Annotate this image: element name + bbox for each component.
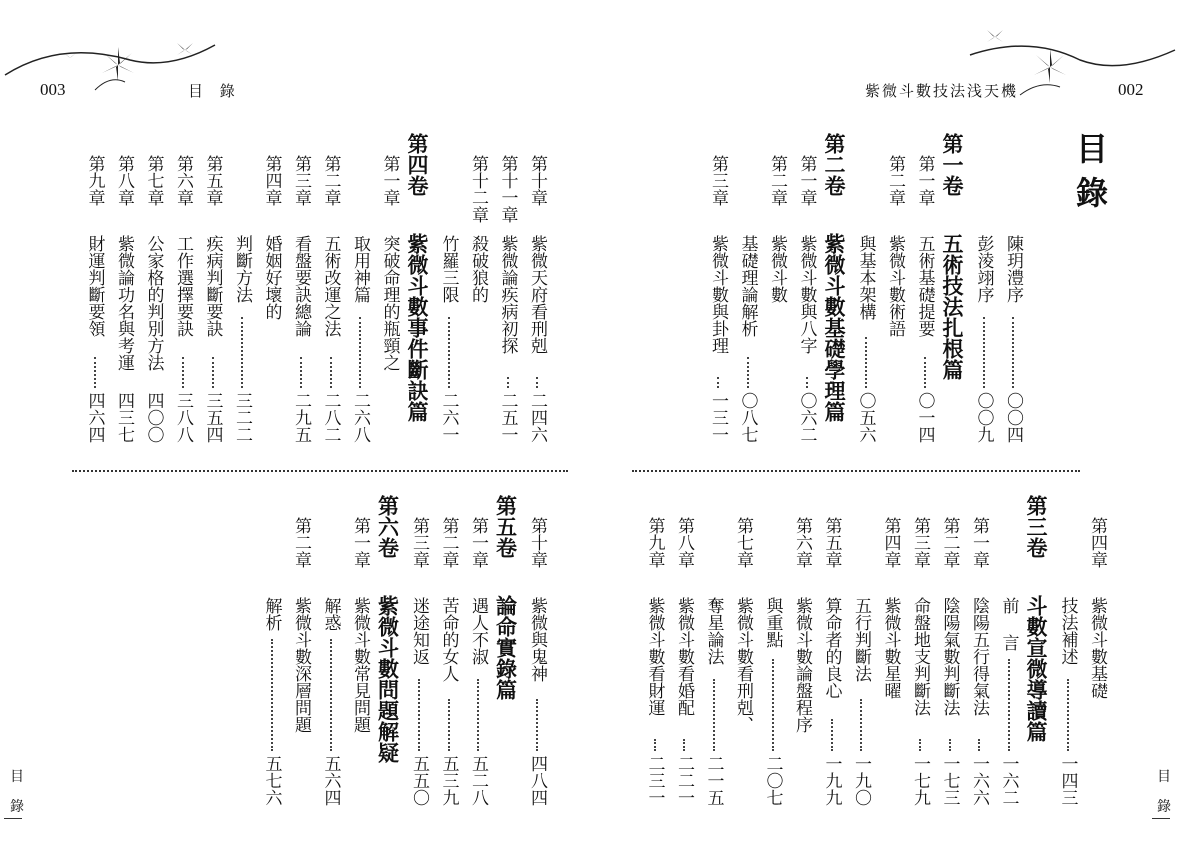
chapter-number: 第十章 xyxy=(527,155,547,206)
page-reference: 〇〇四 xyxy=(1003,392,1023,443)
leader-dots xyxy=(536,377,538,388)
page-reference: 二〇七 xyxy=(762,755,783,806)
entry-title[interactable]: 解析 xyxy=(261,597,282,631)
entry-title[interactable]: 紫微斗數看婚配 xyxy=(674,597,694,716)
entry-title[interactable]: 五術改運之法 xyxy=(320,235,341,337)
leader-dots xyxy=(300,357,302,388)
page-reference: 〇一四 xyxy=(914,392,935,443)
chapter-number: 第一章 xyxy=(914,155,935,206)
volume-title: 紫微斗數問題解疑 xyxy=(375,595,401,763)
leader-dots xyxy=(448,699,450,751)
page-reference: 〇〇九 xyxy=(973,392,994,443)
leader-dots xyxy=(772,659,774,751)
chapter-number: 第五章 xyxy=(202,155,223,206)
entry-title[interactable]: 紫微斗數術語 xyxy=(885,235,905,337)
page-reference: 二八二 xyxy=(320,392,341,443)
entry-title[interactable]: 工作選擇要訣 xyxy=(173,235,193,337)
leader-dots xyxy=(983,317,985,388)
left-page-number: 003 xyxy=(40,80,66,99)
page-reference: 三五四 xyxy=(202,392,223,443)
volume-title: 紫微斗數事件斷訣篇 xyxy=(405,233,430,422)
chapter-number: 第九章 xyxy=(84,155,105,206)
volume-heading: 第一卷 xyxy=(940,133,965,196)
leader-dots xyxy=(182,357,184,388)
page-reference: 二二一 xyxy=(674,755,694,806)
leader-dots xyxy=(683,739,685,751)
entry-title[interactable]: 苦命的女人 xyxy=(438,597,459,682)
page-reference: 四〇〇 xyxy=(143,392,164,443)
page-reference: 四六四 xyxy=(84,392,105,443)
entry-title[interactable]: 紫微斗數與卦理 xyxy=(708,235,728,354)
leader-dots xyxy=(271,639,273,751)
left-separator xyxy=(72,470,568,472)
leader-dots xyxy=(949,739,951,751)
leader-dots xyxy=(1008,659,1010,751)
entry-title[interactable]: 解惑 xyxy=(320,597,341,631)
leader-dots xyxy=(924,357,926,388)
page-reference: 二六八 xyxy=(350,392,370,443)
chapter-number: 第二章 xyxy=(291,517,311,568)
entry-title[interactable]: 命盤地支判斷法 xyxy=(910,597,930,716)
volume-heading: 第五卷 xyxy=(493,495,519,558)
chapter-number: 第十二章 xyxy=(468,155,488,223)
chapter-number: 第七章 xyxy=(143,155,164,206)
chapter-number: 第一章 xyxy=(969,517,989,568)
entry-title[interactable]: 陰陽五行得氣法 xyxy=(969,597,989,716)
leader-dots xyxy=(919,739,921,751)
chapter-number: 第七章 xyxy=(733,517,753,568)
page-reference: 一九〇 xyxy=(851,755,871,806)
entry-title[interactable]: 與基本架構 xyxy=(855,235,876,320)
leader-dots xyxy=(241,317,243,388)
chapter-number: 第九章 xyxy=(644,517,665,568)
leader-dots xyxy=(713,679,715,751)
page-reference: 二九五 xyxy=(291,392,311,443)
entry-title[interactable]: 五行判斷法 xyxy=(851,597,871,682)
page-reference: 五六四 xyxy=(320,755,341,806)
leader-dots xyxy=(1067,679,1069,751)
right-side-rule xyxy=(1152,818,1170,819)
right-side-label-bottom: 錄 xyxy=(1157,799,1171,815)
chapter-number: 第三章 xyxy=(409,517,429,568)
entry-title[interactable]: 彭淩翊序 xyxy=(973,235,994,303)
page-reference: 一七九 xyxy=(910,755,930,806)
leader-dots xyxy=(860,699,862,751)
entry-title[interactable]: 紫微斗數論盤程序 xyxy=(792,597,812,733)
entry-title[interactable]: 財運判斷要領 xyxy=(84,235,105,337)
chapter-number: 第一章 xyxy=(468,517,488,568)
page-reference: 一六六 xyxy=(969,755,989,806)
entry-title[interactable]: 前 言 xyxy=(998,597,1019,651)
chapter-number: 第二章 xyxy=(939,517,960,568)
chapter-number: 第二章 xyxy=(885,155,905,206)
entry-title[interactable]: 紫微斗數 xyxy=(767,235,787,303)
leader-dots xyxy=(477,679,479,751)
entry-title[interactable]: 紫微斗數常見問題 xyxy=(350,597,370,733)
entry-title[interactable]: 婚姻好壞的 xyxy=(261,235,282,320)
entry-title[interactable]: 陰陽氣數判斷法 xyxy=(939,597,960,716)
entry-title[interactable]: 殺破狼的 xyxy=(468,235,488,303)
leader-dots xyxy=(717,377,719,388)
entry-title[interactable]: 技法補述 xyxy=(1057,597,1078,665)
leader-dots xyxy=(94,357,96,388)
leader-dots xyxy=(536,699,538,751)
page-reference: 五二八 xyxy=(468,755,488,806)
entry-title[interactable]: 公家格的判別方法 xyxy=(143,235,164,371)
entry-title[interactable]: 疾病判斷要訣 xyxy=(202,235,223,337)
leader-dots xyxy=(448,317,450,388)
leader-dots xyxy=(212,357,214,388)
right-side-label-top: 目 xyxy=(1157,769,1171,785)
page-reference: 五五〇 xyxy=(409,755,429,806)
chapter-number: 第三章 xyxy=(910,517,930,568)
volume-title: 斗數宣微導讀篇 xyxy=(1024,595,1049,742)
entry-title[interactable]: 奪星論法 xyxy=(703,597,724,665)
leader-dots xyxy=(654,739,656,751)
volume-heading: 第二卷 xyxy=(822,133,847,196)
leader-dots xyxy=(359,317,361,388)
volume-heading: 第四卷 xyxy=(405,133,430,196)
leader-dots xyxy=(507,377,509,388)
page-reference: 〇六二 xyxy=(796,392,817,443)
entry-title[interactable]: 紫微斗數基礎 xyxy=(1087,597,1107,699)
page-reference: 三二二 xyxy=(232,392,252,443)
volume-title: 論命實錄篇 xyxy=(493,595,519,700)
entry-title[interactable]: 紫微論疾病初探 xyxy=(497,235,518,354)
page-reference: 四三七 xyxy=(114,392,134,443)
page-reference: 一三一 xyxy=(708,392,728,443)
volume-title: 五術技法扎根篇 xyxy=(940,233,965,380)
chapter-number: 第八章 xyxy=(114,155,134,206)
chapter-number: 第一章 xyxy=(379,155,400,206)
entry-title[interactable]: 紫微論功名與考運 xyxy=(114,235,134,371)
entry-title[interactable]: 紫微斗數深層問題 xyxy=(291,597,311,733)
page-reference: 五三九 xyxy=(438,755,459,806)
page-reference: 〇五六 xyxy=(855,392,876,443)
entry-title[interactable]: 紫微天府看刑剋 xyxy=(527,235,547,354)
entry-title[interactable]: 判斷方法 xyxy=(232,235,252,303)
leader-dots xyxy=(831,719,833,751)
chapter-number: 第一章 xyxy=(350,517,370,568)
entry-title[interactable]: 紫微斗數看刑剋、 xyxy=(733,597,753,733)
chapter-number: 第二章 xyxy=(438,517,459,568)
chapter-number: 第四章 xyxy=(1087,517,1107,568)
page-reference: 二一五 xyxy=(703,755,724,806)
chapter-number: 第一章 xyxy=(796,155,817,206)
entry-title[interactable]: 紫微斗數與八字 xyxy=(796,235,817,354)
leader-dots xyxy=(865,337,867,388)
chapter-number: 第二章 xyxy=(767,155,787,206)
left-side-label-top: 目 xyxy=(10,769,24,785)
page-reference: 二六一 xyxy=(438,392,459,443)
entry-title[interactable]: 竹羅三限 xyxy=(438,235,459,303)
page-reference: 四八四 xyxy=(527,755,547,806)
leader-dots xyxy=(747,357,749,388)
chapter-number: 第三章 xyxy=(708,155,728,206)
right-page-number: 002 xyxy=(1118,80,1144,99)
entry-title[interactable]: 算命者的良心 xyxy=(821,597,842,699)
entry-title[interactable]: 基礎理論解析 xyxy=(737,235,758,337)
left-side-label-bottom: 錄 xyxy=(10,799,24,815)
page-reference: 二五一 xyxy=(497,392,518,443)
chapter-number: 第十章 xyxy=(527,517,547,568)
page-reference: 五七六 xyxy=(261,755,282,806)
entry-title[interactable]: 取用神篇 xyxy=(350,235,370,303)
chapter-number: 第二章 xyxy=(320,155,341,206)
leader-dots xyxy=(806,377,808,388)
leader-dots xyxy=(418,679,420,751)
page-reference: 一九九 xyxy=(821,755,842,806)
entry-title[interactable]: 遇人不淑 xyxy=(468,597,488,665)
entry-title[interactable]: 紫微斗數星曜 xyxy=(880,597,901,699)
entry-title[interactable]: 迷途知返 xyxy=(409,597,429,665)
entry-title[interactable]: 突破命理的瓶頸之 xyxy=(379,235,400,371)
entry-title[interactable]: 紫微與鬼神 xyxy=(527,597,547,682)
leader-dots xyxy=(330,357,332,388)
page-reference: 一四三 xyxy=(1057,755,1078,806)
chapter-number: 第八章 xyxy=(674,517,694,568)
entry-title[interactable]: 紫微斗數看財運 xyxy=(644,597,665,716)
entry-title[interactable]: 陳玥澧序 xyxy=(1003,235,1023,303)
volume-heading: 第六卷 xyxy=(375,495,401,558)
leader-dots xyxy=(978,739,980,751)
right-separator xyxy=(632,470,1080,472)
left-header-title: 目 錄 xyxy=(188,82,241,100)
toc-big-title: 目錄 xyxy=(1071,132,1109,220)
chapter-number: 第四章 xyxy=(880,517,901,568)
page-reference: 〇八七 xyxy=(737,392,758,443)
page-reference: 二四六 xyxy=(527,392,547,443)
left-side-rule xyxy=(4,818,22,819)
leader-dots xyxy=(330,639,332,751)
chapter-number: 第四章 xyxy=(261,155,282,206)
volume-heading: 第三卷 xyxy=(1024,495,1049,558)
chapter-number: 第三章 xyxy=(291,155,311,206)
volume-title: 紫微斗數基礎學理篇 xyxy=(822,233,847,422)
entry-title[interactable]: 五術基礎提要 xyxy=(914,235,935,337)
page-reference: 一六二 xyxy=(998,755,1019,806)
entry-title[interactable]: 與重點 xyxy=(762,597,783,648)
leader-dots xyxy=(1012,317,1014,388)
right-header-title: 紫微斗數技法浅天機 xyxy=(865,82,1019,100)
chapter-number: 第五章 xyxy=(821,517,842,568)
page-reference: 三八八 xyxy=(173,392,193,443)
chapter-number: 第六章 xyxy=(792,517,812,568)
chapter-number: 第十一章 xyxy=(497,155,518,223)
entry-title[interactable]: 看盤要訣總論 xyxy=(291,235,311,337)
page-reference: 一七三 xyxy=(939,755,960,806)
page-reference: 二三一 xyxy=(644,755,665,806)
chapter-number: 第六章 xyxy=(173,155,193,206)
